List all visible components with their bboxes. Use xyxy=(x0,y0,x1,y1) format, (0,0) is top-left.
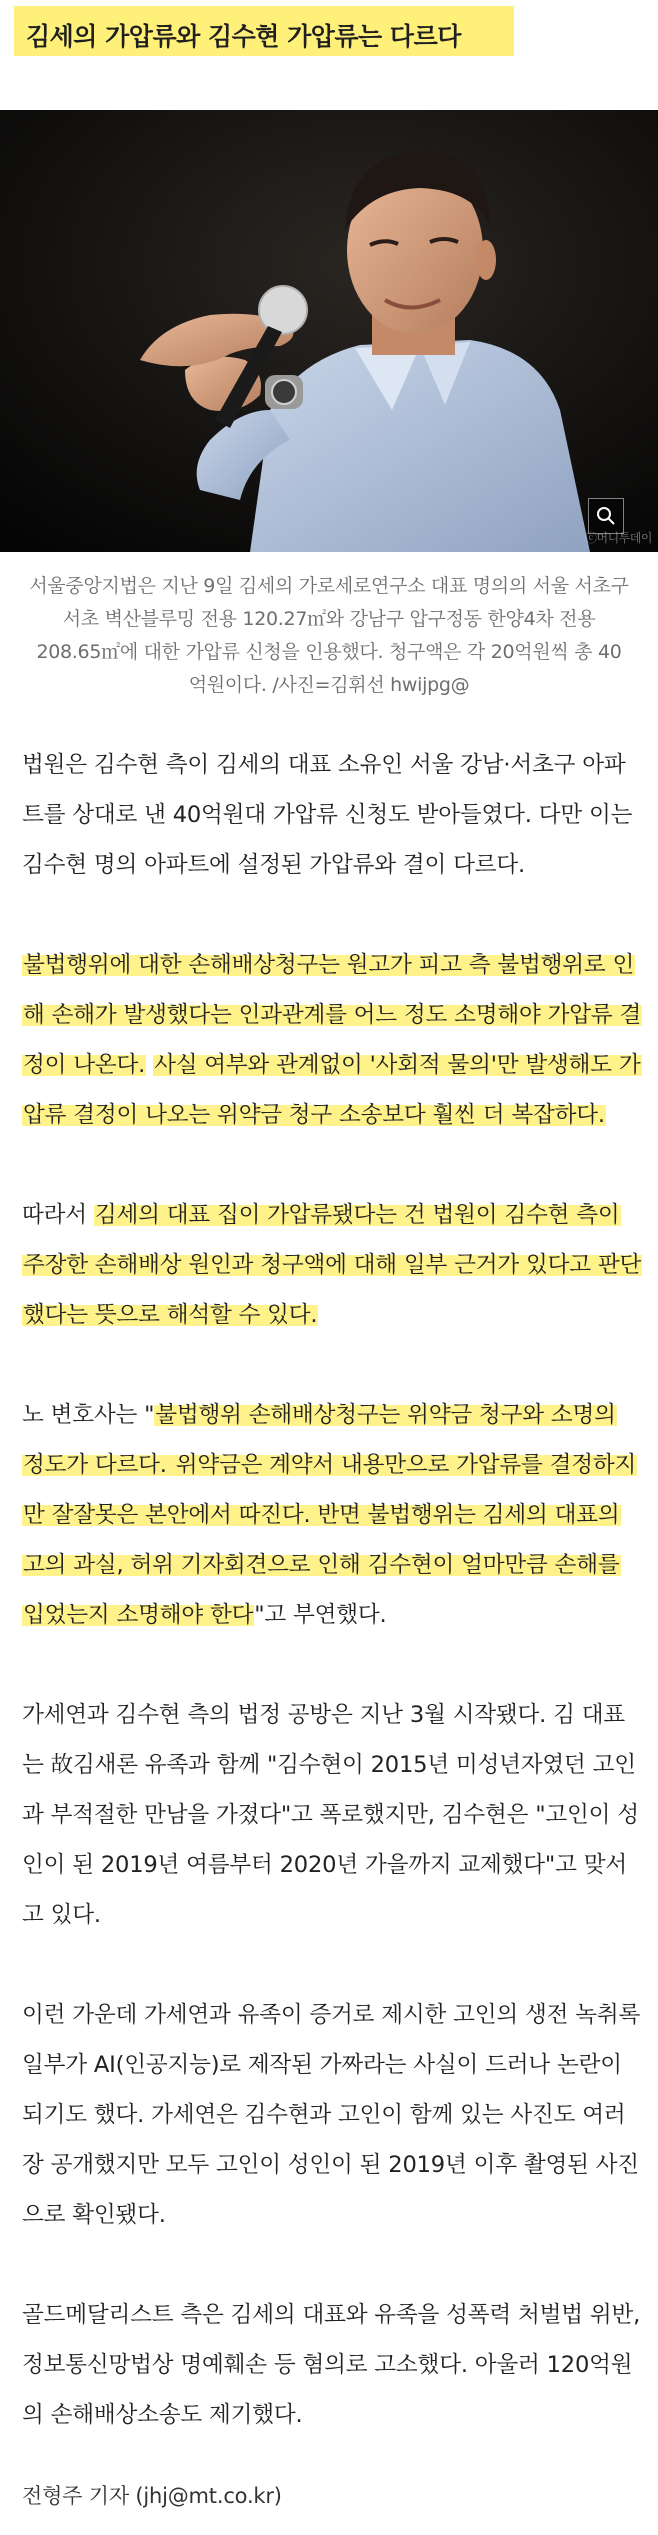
zoom-icon xyxy=(595,505,617,527)
paragraph-text: 노 변호사는 " xyxy=(22,1402,155,1428)
paragraph-text: 법원은 김수현 측이 김세의 대표 소유인 서울 강남·서초구 아파트를 상대로 낸 40억원대 가압류 신청도 받아들였다. 다만 이는 김수현 명의 아파트에 설정된 가압류와 결이 다르다. xyxy=(22,752,633,878)
paragraph-text: 따라서 xyxy=(22,1202,94,1228)
article-paragraph xyxy=(22,2290,642,2440)
article-paragraph xyxy=(22,1190,642,1340)
highlighted-text: 불법행위에 대한 손해배상청구는 원고가 피고 측 불법행위로 인해 손해가 발생했다는 인과관계를 어느 정도 소명해야 가압류 결정이 나온다. xyxy=(23,952,642,1078)
highlighted-text: 사실 여부와 관계없이 '사회적 물의'만 발생해도 가압류 결정이 나오는 위약금 청구 소송보다 훨씬 더 복잡하다. xyxy=(23,1052,641,1128)
article-body xyxy=(22,740,642,2440)
article-paragraph xyxy=(22,1390,642,1640)
photo-caption: 서울중앙지법은 지난 9일 김세의 가로세로연구소 대표 명의의 서울 서초구 서초 벽산블루밍 전용 120.27㎡와 강남구 압구정동 한양4차 전용 208.65㎡에 대한 가압류 신청을 인용했다. 청구액은 각 20억원씩 총 40억원이다. /사진=김휘선 hwijpg@ xyxy=(29,575,629,696)
article-paragraph xyxy=(22,1990,642,2240)
paragraph-text: 골드메달리스트 측은 김세의 대표와 유족을 성폭력 처벌법 위반, 정보통신망법상 명예훼손 등 혐의로 고소했다. 아울러 120억원의 손해배상소송도 제기했다. xyxy=(22,2302,641,2428)
speaker-photo-illustration xyxy=(0,110,658,552)
highlighted-text: 위약금은 계약서 내용만으로 가압류를 결정하지만 잘잘못은 본안에서 따진다. 반면 불법행위는 김세의 대표의 고의 과실, 허위 기자회견으로 인해 김수현이 얼마만큼 손해를 입었는지 소명해야 한다 xyxy=(23,1452,637,1628)
photo-watermark: ⓒ머니투데이 xyxy=(585,531,652,545)
article-title: 김세의 가압류와 김수현 가압류는 다르다 xyxy=(14,6,514,56)
paragraph-text: 가세연과 김수현 측의 법정 공방은 지난 3월 시작됐다. 김 대표는 故김새론 유족과 함께 "김수현이 2015년 미성년자였던 고인과 부적절한 만남을 가졌다"고 폭로했지만, 김수현은 "고인이 성인이 된 2019년 여름부터 2020년 가을까지 교제했다"고 맞서고 있다. xyxy=(22,1702,639,1928)
highlighted-text: 김세의 대표 집이 가압류됐다는 건 법원이 김수현 측이 주장한 손해배상 원인과 청구액에 대해 일부 근거가 있다고 판단했다는 뜻으로 해석할 수 있다. xyxy=(23,1202,642,1328)
byline: 전형주 기자 (jhj@mt.co.kr) xyxy=(22,2484,282,2508)
paragraph-text: "고 부연했다. xyxy=(254,1602,387,1628)
highlighted-text: 불법행위 손해배상청구는 위약금 청구와 소명의 정도가 다르다. xyxy=(23,1402,616,1478)
article-paragraph xyxy=(22,940,642,1140)
article-paragraph xyxy=(22,1690,642,1940)
article-paragraph xyxy=(22,740,642,890)
article-photo[interactable] xyxy=(0,110,658,552)
paragraph-text: 이런 가운데 가세연과 유족이 증거로 제시한 고인의 생전 녹취록 일부가 AI(인공지능)로 제작된 가짜라는 사실이 드러나 논란이 되기도 했다. 가세연은 김수현과 고인이 함께 있는 사진도 여러 장 공개했지만 모두 고인이 성인이 된 2019년 이후 촬영된 사진으로 확인됐다. xyxy=(22,2002,641,2228)
